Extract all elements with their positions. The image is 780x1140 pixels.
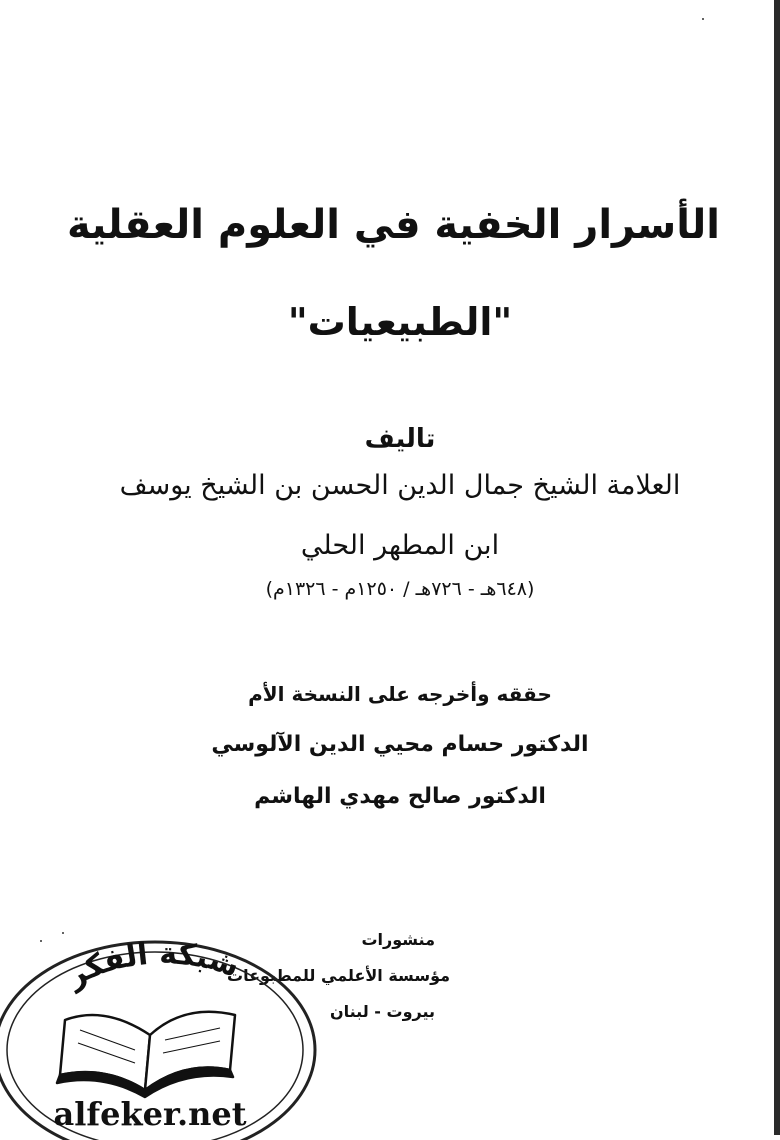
authorship-label: تاليف bbox=[364, 424, 436, 454]
book-title: الأسرار الخفية في العلوم العقلية bbox=[66, 202, 720, 248]
author-dates: (٦٤٨هـ - ٧٢٦هـ / ١٢٥٠م - ١٣٢٦م) bbox=[265, 578, 535, 600]
editor-name-2: الدكتور صالح مهدي الهاشم bbox=[254, 784, 546, 809]
open-book-icon bbox=[57, 1012, 235, 1097]
watermark-url: alfeker.net bbox=[53, 1095, 247, 1133]
book-subtitle: "الطبيعيات" bbox=[287, 300, 513, 344]
publisher-city: بيروت - لبنان bbox=[329, 1002, 435, 1021]
scan-speck bbox=[702, 18, 704, 20]
author-name-line1: العلامة الشيخ جمال الدين الحسن بن الشيخ يوسف bbox=[119, 470, 681, 501]
watermark-stamp bbox=[0, 925, 325, 1140]
scan-edge bbox=[774, 0, 780, 1135]
watermark-arabic-name: شبكة الفكر bbox=[60, 936, 244, 995]
author-name-line2: ابن المطهر الحلي bbox=[300, 530, 500, 561]
publisher-label: منشورات bbox=[361, 930, 435, 949]
publisher-name: مؤسسة الأعلمي للمطبوعات bbox=[227, 966, 450, 985]
editors-intro: حققه وأخرجه على النسخة الأم bbox=[248, 682, 552, 706]
editor-name-1: الدكتور حسام محيي الدين الآلوسي bbox=[211, 732, 589, 757]
